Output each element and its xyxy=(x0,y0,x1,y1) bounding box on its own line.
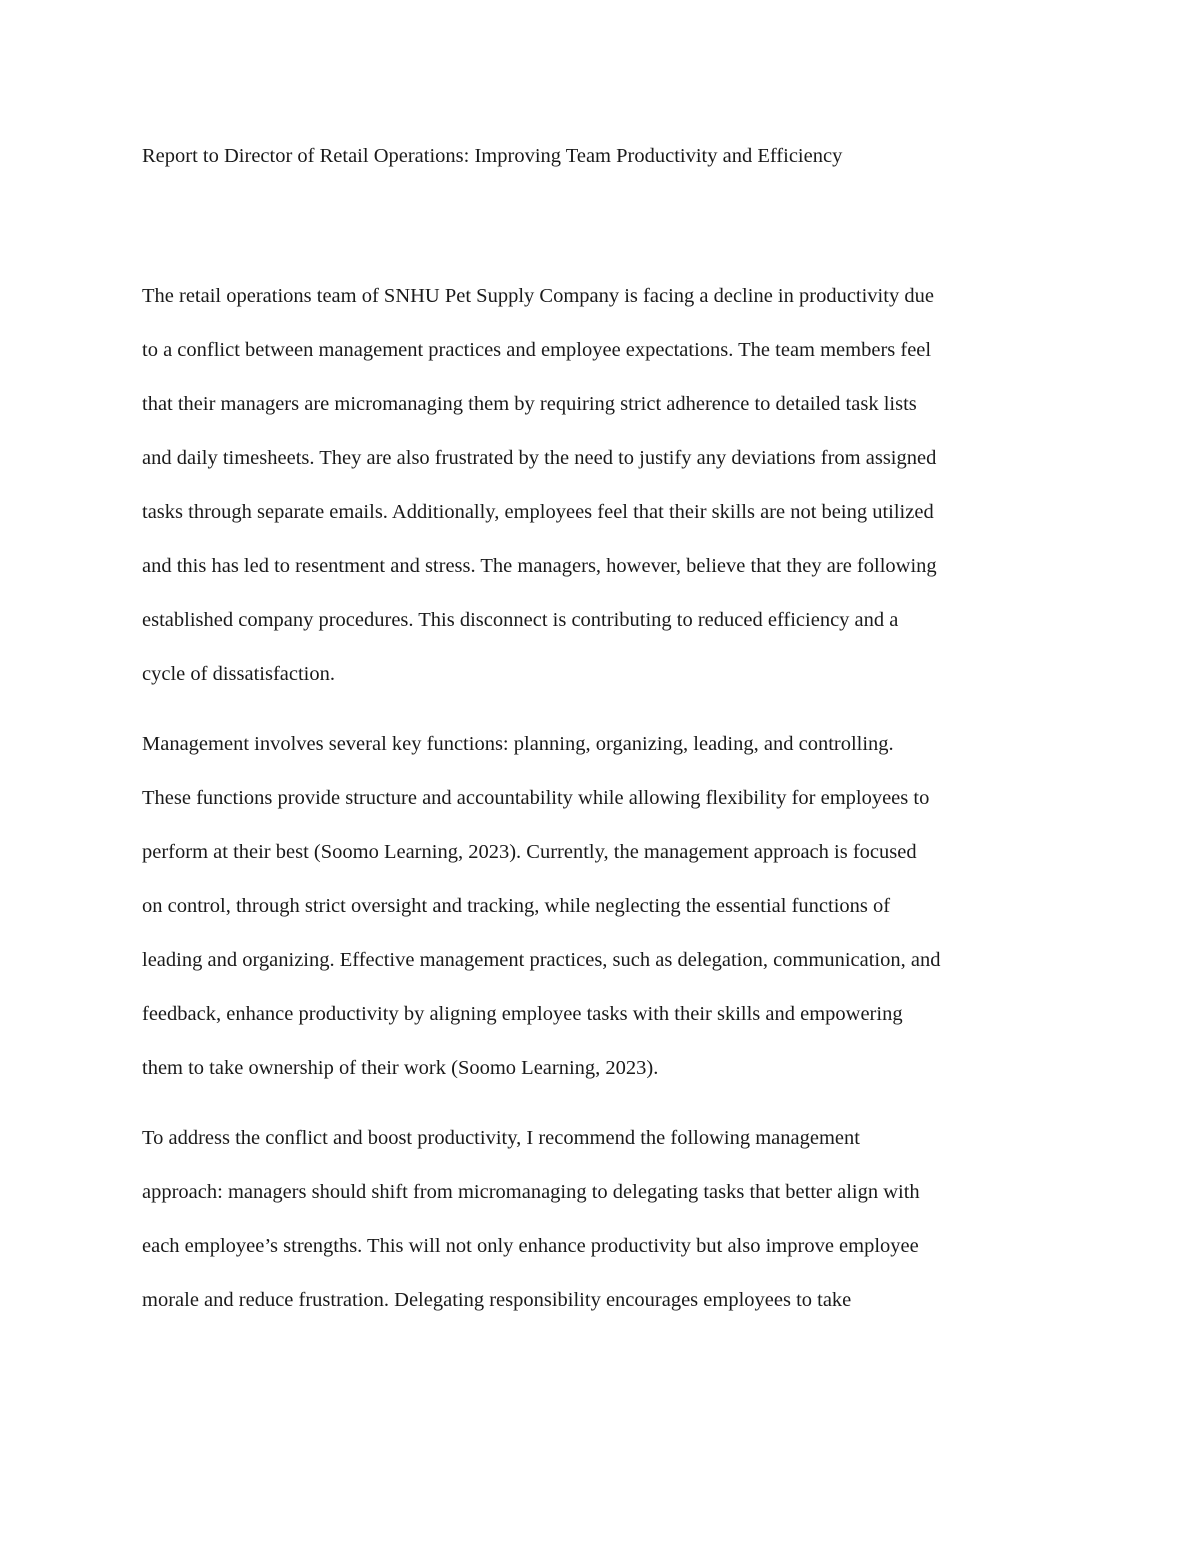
paragraph-2-line-6: feedback, enhance productivity by aligning employee tasks with their skills and empowering xyxy=(142,1003,903,1025)
paragraph-1-line-7: established company procedures. This disconnect is contributing to reduced efficiency and a xyxy=(142,609,899,631)
paragraph-2-line-4: on control, through strict oversight and tracking, while neglecting the essential functions of xyxy=(142,895,891,917)
paragraph-1-line-2: to a conflict between management practices and employee expectations. The team members feel xyxy=(142,339,932,361)
paragraph-2-line-1: Management involves several key functions: planning, organizing, leading, and controlling. xyxy=(142,733,894,755)
paragraph-2-line-7: them to take ownership of their work (Soomo Learning, 2023). xyxy=(142,1057,659,1079)
paragraph-3-line-1: To address the conflict and boost productivity, I recommend the following management xyxy=(142,1127,860,1149)
document-title: Report to Director of Retail Operations: Improving Team Productivity and Efficiency xyxy=(142,145,843,167)
paragraph-1-line-8: cycle of dissatisfaction. xyxy=(142,663,335,685)
paragraph-1-line-6: and this has led to resentment and stress. The managers, however, believe that they are following xyxy=(142,555,937,577)
paragraph-2-line-2: These functions provide structure and accountability while allowing flexibility for employees to xyxy=(142,787,930,809)
paragraph-1-line-3: that their managers are micromanaging them by requiring strict adherence to detailed task lists xyxy=(142,393,917,415)
paragraph-3-line-4: morale and reduce frustration. Delegating responsibility encourages employees to take xyxy=(142,1289,852,1311)
paragraph-1-line-5: tasks through separate emails. Additionally, employees feel that their skills are not being utilized xyxy=(142,501,934,523)
paragraph-3-line-3: each employee’s strengths. This will not only enhance productivity but also improve employee xyxy=(142,1235,919,1257)
paragraph-1-line-1: The retail operations team of SNHU Pet Supply Company is facing a decline in productivity due xyxy=(142,285,934,307)
paragraph-2-line-3: perform at their best (Soomo Learning, 2023). Currently, the management approach is focused xyxy=(142,841,917,863)
paragraph-1-line-4: and daily timesheets. They are also frustrated by the need to justify any deviations from assigned xyxy=(142,447,937,469)
paragraph-2-line-5: leading and organizing. Effective management practices, such as delegation, communication, and xyxy=(142,949,941,971)
paragraph-3-line-2: approach: managers should shift from micromanaging to delegating tasks that better align with xyxy=(142,1181,920,1203)
